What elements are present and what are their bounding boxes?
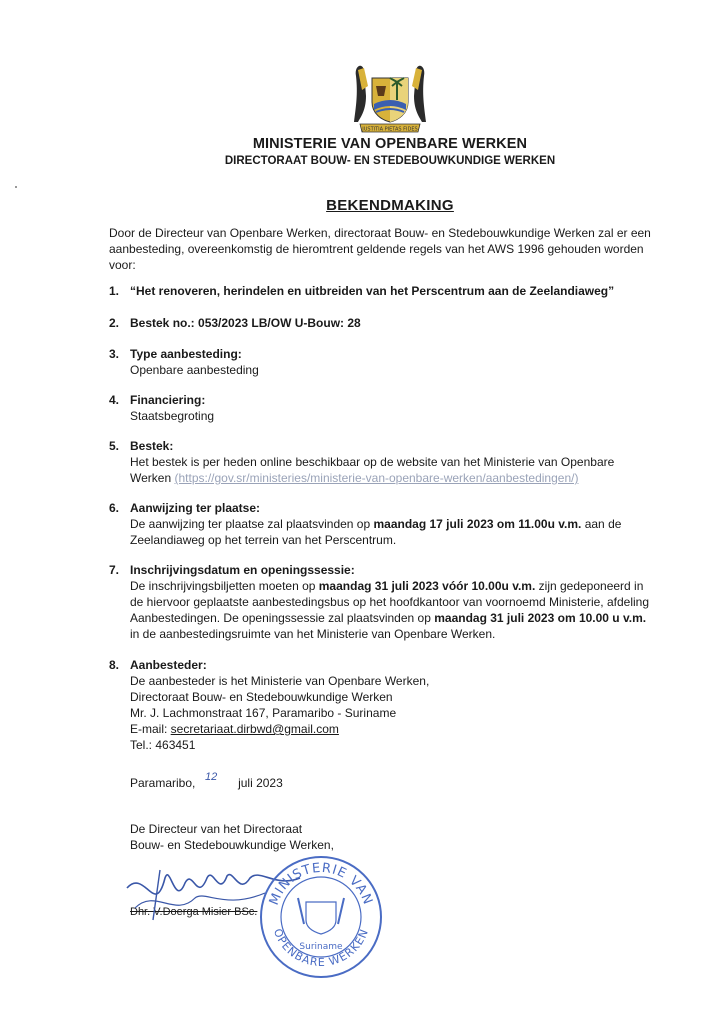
list-item [109, 438, 654, 486]
bestek-number: Bestek no.: 053/2023 LB/OW U-Bouw: 28 [130, 316, 361, 330]
item-heading: Inschrijvingsdatum en openingssessie: [130, 563, 355, 577]
directorate-heading: DIRECTORAAT BOUW- EN STEDEBOUWKUNDIGE WERKEN [224, 155, 556, 167]
item-text: Staatsbegroting [130, 409, 215, 423]
item-heading: Aanbesteder: [130, 658, 207, 672]
item-heading: Aanwijzing ter plaatse: [130, 501, 261, 515]
signer-name: Dhr. V.Doerga Misier BSc. [130, 906, 258, 918]
item-number: 5. [109, 439, 120, 453]
item-number: 4. [109, 393, 120, 407]
ministry-heading: MINISTERIE VAN OPENBARE WERKEN [252, 136, 528, 152]
handwritten-day: 12 [205, 771, 218, 783]
svg-text:JUSTITIA PIETAS FIDES: JUSTITIA PIETAS FIDES [362, 126, 418, 133]
item-number: 3. [109, 347, 120, 361]
phone-number: Tel.: 463451 [130, 738, 196, 752]
inspection-date: maandag 17 juli 2023 om 11.00u v.m. [373, 517, 582, 531]
address-line: Mr. J. Lachmonstraat 167, Paramaribo - Suriname [130, 706, 397, 720]
item-text: zijn gedeponeerd in de hiervoor geplaatste aanbestedingsbus op het hoofdkantoor van voornoemd Ministerie, afdeling Aanbestedingen. De openingssessie zal plaatsvinden op [130, 579, 650, 625]
item-number: 7. [109, 563, 120, 577]
opening-date: maandag 31 juli 2023 om 10.00 u v.m. [434, 611, 647, 625]
month-year: juli 2023 [238, 776, 283, 790]
item-text: De aanwijzing ter plaatse zal plaatsvinden op [130, 517, 374, 531]
closing-line: Bouw- en Stedebouwkundige Werken, [130, 838, 334, 852]
address-line: De aanbesteder is het Ministerie van Openbare Werken, [130, 674, 430, 688]
closing-line: De Directeur van het Directoraat [130, 822, 303, 836]
email-link[interactable]: secretariaat.dirbwd@gmail.com [170, 722, 339, 736]
list-item [109, 283, 654, 299]
address-line: Directoraat Bouw- en Stedebouwkundige Werken [130, 690, 393, 704]
list-item [109, 562, 654, 642]
scan-speck [15, 186, 17, 188]
stamp-center-text: Suriname [299, 942, 343, 952]
website-link[interactable]: (https://gov.sr/ministeries/ministerie-van-openbare-werken/aanbestedingen/) [174, 471, 579, 485]
item-text: De inschrijvingsbiljetten moeten op [130, 579, 319, 593]
item-number: 6. [109, 501, 120, 515]
item-number: 8. [109, 658, 120, 672]
list-item [109, 346, 654, 378]
item-text: in de aanbestedingsruimte van het Ministerie van Openbare Werken. [130, 627, 496, 641]
coat-of-arms-logo [348, 56, 432, 136]
document-title: BEKENDMAKING [326, 197, 454, 214]
item-text: aan de Zeelandiaweg op het terrein van het Perscentrum. [130, 517, 622, 547]
list-item [109, 500, 654, 548]
stamp-bottom-text: OPENBARE WERKEN [270, 926, 372, 970]
item-text: Het bestek is per heden online beschikbaar op de website van het Ministerie van Openbare Werken [130, 455, 615, 485]
list-item [109, 657, 654, 753]
item-heading: Financiering: [130, 393, 206, 407]
email-label: E-mail: [130, 722, 171, 736]
project-title: “Het renoveren, herindelen en uitbreiden van het Perscentrum aan de Zeelandiaweg” [130, 284, 615, 298]
item-text: Openbare aanbesteding [130, 363, 259, 377]
official-stamp [258, 854, 384, 980]
place-label: Paramaribo, [130, 776, 196, 790]
submission-date: maandag 31 juli 2023 vóór 10.00u v.m. [318, 579, 536, 593]
stamp-top-text: MINISTERIE VAN [266, 860, 376, 908]
list-item [109, 315, 654, 331]
intro-paragraph: Door de Directeur van Openbare Werken, directoraat Bouw- en Stedebouwkundige Werken zal er een aanbesteding, overeenkomstig de hieromtrent geldende regels van het AWS 1996 gehouden worden voor: [109, 226, 651, 272]
item-number: 2. [109, 316, 120, 330]
svg-text:MINISTERIE VAN [267, 861, 375, 908]
list-item [109, 392, 654, 424]
item-number: 1. [109, 284, 120, 298]
item-heading: Type aanbesteding: [130, 347, 242, 361]
item-heading: Bestek: [130, 439, 174, 453]
